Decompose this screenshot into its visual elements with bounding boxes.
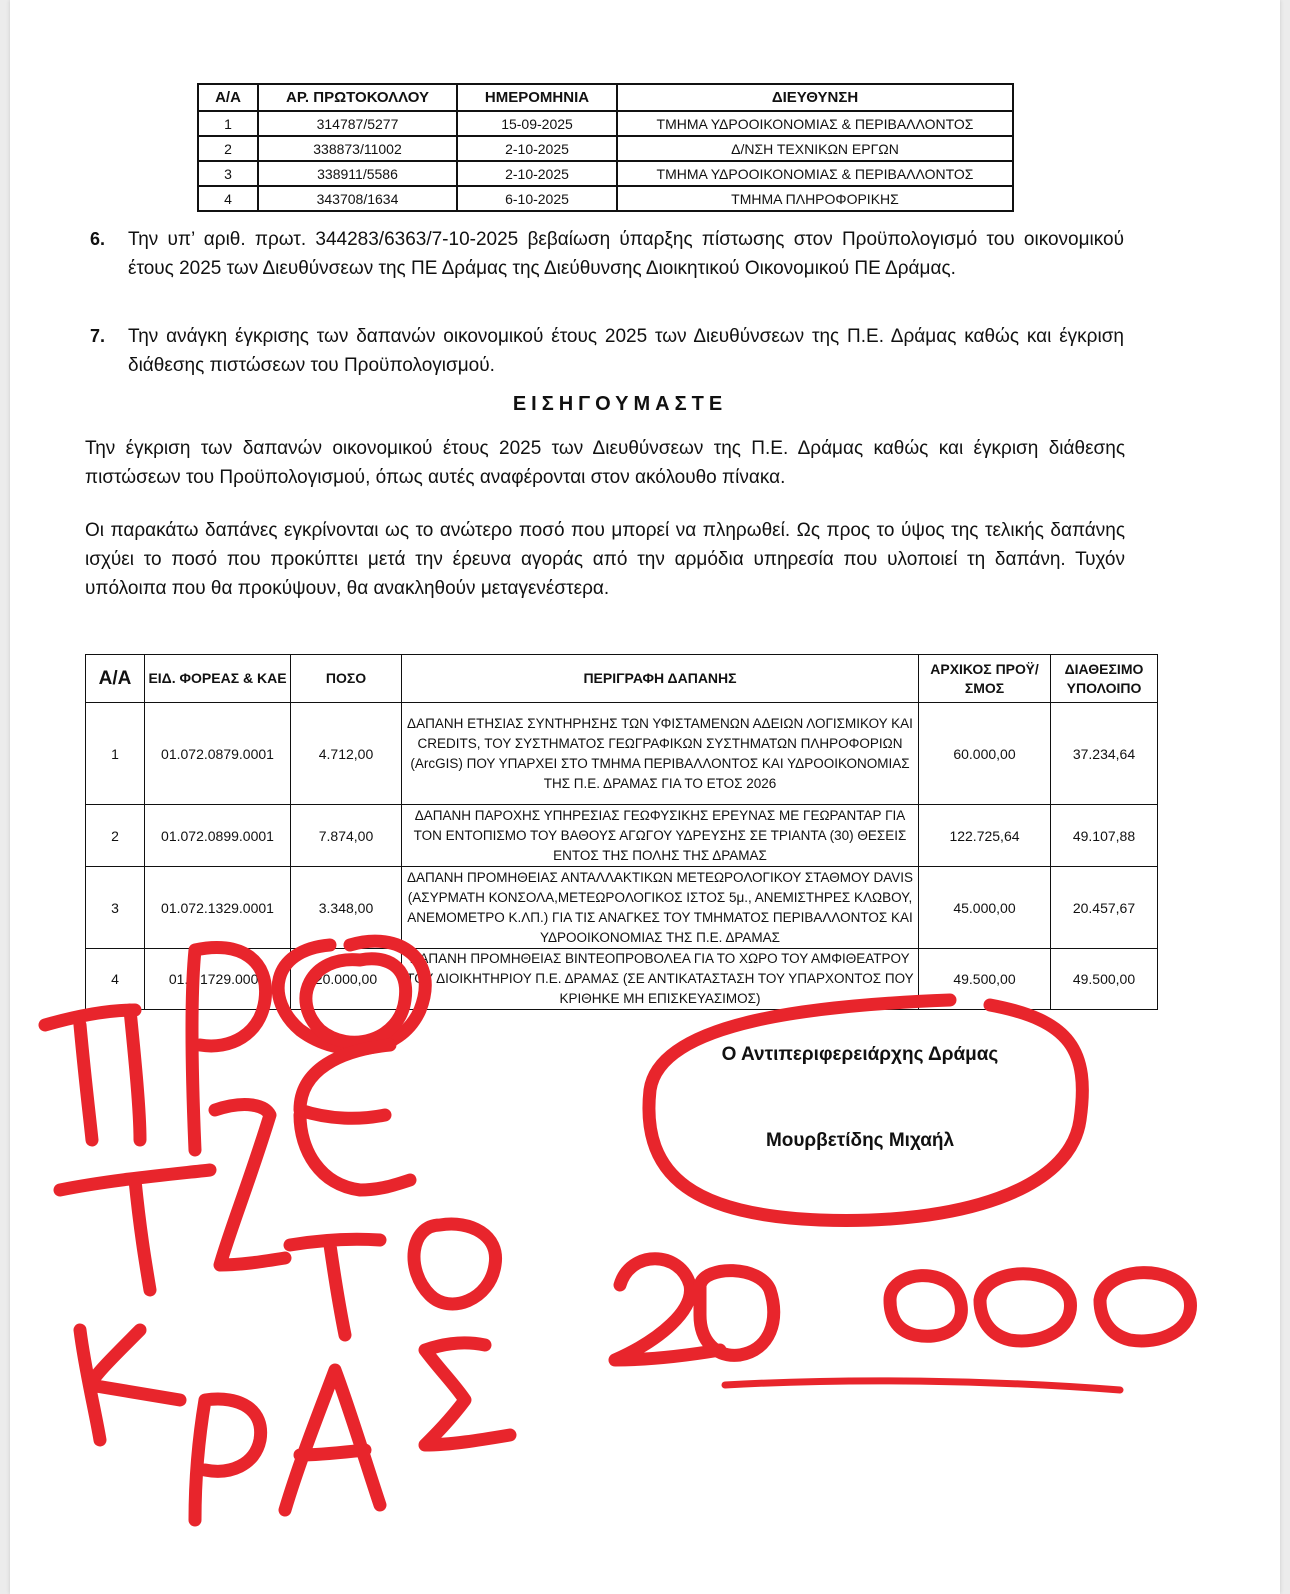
expense-header-description: ΠΕΡΙΓΡΑΦΗ ΔΑΠΑΝΗΣ bbox=[402, 655, 919, 703]
protocol-cell: 1 bbox=[198, 111, 258, 136]
protocol-cell: 343708/1634 bbox=[258, 186, 457, 211]
expense-header-amount: ΠΟΣΟ bbox=[291, 655, 402, 703]
table-row bbox=[86, 805, 1158, 867]
protocol-header-number: ΑΡ. ΠΡΩΤΟΚΟΛΛΟΥ bbox=[258, 84, 457, 111]
expense-cell-kae: 01.072.0899.0001 bbox=[145, 805, 291, 867]
approval-paragraph: Την έγκριση των δαπανών οικονομικού έτους 2025 των Διευθύνσεων της Π.Ε. Δράμας καθώς και έγκριση διάθεσης πιστώσεων του Προϋπολογισμού, όπως αυτές αναφέρονται στον ακόλουθο πίνακα. bbox=[85, 438, 1125, 488]
protocol-cell: 314787/5277 bbox=[258, 111, 457, 136]
protocol-table bbox=[197, 83, 1014, 212]
expense-cell-amount: 4.712,00 bbox=[291, 703, 402, 805]
item-7-number: 7. bbox=[90, 326, 106, 346]
section-heading: ΕΙΣΗΓΟΥΜΑΣΤΕ bbox=[512, 393, 728, 415]
table-row bbox=[86, 867, 1158, 949]
expense-header-aa: Α/Α bbox=[86, 655, 145, 703]
protocol-cell: 2 bbox=[198, 136, 258, 161]
protocol-header-aa: Α/Α bbox=[198, 84, 258, 111]
table-row bbox=[198, 161, 1013, 186]
expense-cell-description: ΔΑΠΑΝΗ ΠΑΡΟΧΗΣ ΥΠΗΡΕΣΙΑΣ ΓΕΩΦΥΣΙΚΗΣ ΕΡΕΥΝΑΣ ΜΕ ΓΕΩΡΑΝΤΑΡ ΓΙΑ ΤΟΝ ΕΝΤΟΠΙΣΜΟ ΤΟΥ ΒΑΘΟΥΣ ΑΓΩΓΟΥ ΥΔΡΕΥΣΗΣ ΣΕ ΤΡΙΑΝΤΑ (30) ΘΕΣΕΙΣ ΕΝΤΟΣ ΤΗΣ ΠΟΛΗΣ ΤΗΣ ΔΡΑΜΑΣ bbox=[402, 805, 919, 867]
protocol-cell: 338873/11002 bbox=[258, 136, 457, 161]
expense-cell-available: 37.234,64 bbox=[1051, 703, 1158, 805]
protocol-cell: ΤΜΗΜΑ ΠΛΗΡΟΦΟΡΙΚΗΣ bbox=[617, 186, 1013, 211]
expense-cell-kae: 01.3.1729.0001 bbox=[145, 949, 291, 1010]
expense-table bbox=[85, 654, 1158, 1010]
protocol-cell: 2-10-2025 bbox=[457, 161, 617, 186]
protocol-cell: ΤΜΗΜΑ ΥΔΡΟΟΙΚΟΝΟΜΙΑΣ & ΠΕΡΙΒΑΛΛΟΝΤΟΣ bbox=[617, 161, 1013, 186]
expense-cell-aa: 4 bbox=[86, 949, 145, 1010]
expense-cell-initial-budget: 60.000,00 bbox=[919, 703, 1051, 805]
expense-cell-description: ΔΑΠΑΝΗ ΠΡΟΜΗΘΕΙΑΣ ΑΝΤΑΛΛΑΚΤΙΚΩΝ ΜΕΤΕΩΡΟΛΟΓΙΚΟΥ ΣΤΑΘΜΟΥ DAVIS (ΑΣΥΡΜΑΤΗ ΚΟΝΣΟΛΑ,ΜΕΤΕΩΡΟΛΟΓΙΚΟΣ ΙΣΤΟΣ 5μ., ΑΝΕΜΙΣΤΗΡΕΣ ΚΛΩΒΟΥ, ΑΝΕΜΟΜΕΤΡΟ Κ.ΛΠ.) ΓΙΑ ΤΙΣ ΑΝΑΓΚΕΣ ΤΟΥ ΤΜΗΜΑΤΟΣ ΠΕΡΙΒΑΛΛΟΝΤΟΣ ΚΑΙ ΥΔΡΟΟΙΚΟΝΟΜΙΑΣ ΤΗΣ Π.Ε. ΔΡΑΜΑΣ bbox=[402, 867, 919, 949]
expense-cell-kae: 01.072.0879.0001 bbox=[145, 703, 291, 805]
expense-cell-aa: 3 bbox=[86, 867, 145, 949]
table-row bbox=[86, 703, 1158, 805]
table-row bbox=[198, 186, 1013, 211]
protocol-header-directorate: ΔΙΕΥΘΥΝΣΗ bbox=[617, 84, 1013, 111]
expense-cell-amount: 3.348,00 bbox=[291, 867, 402, 949]
protocol-table-header bbox=[198, 84, 1013, 111]
expense-cell-aa: 2 bbox=[86, 805, 145, 867]
expense-header-kae: ΕΙΔ. ΦΟΡΕΑΣ & ΚΑΕ bbox=[145, 655, 291, 703]
expense-cell-initial-budget: 122.725,64 bbox=[919, 805, 1051, 867]
protocol-header-date: ΗΜΕΡΟΜΗΝΙΑ bbox=[457, 84, 617, 111]
expense-cell-initial-budget: 45.000,00 bbox=[919, 867, 1051, 949]
table-row bbox=[86, 949, 1158, 1010]
expense-cell-available: 20.457,67 bbox=[1051, 867, 1158, 949]
protocol-cell: 3 bbox=[198, 161, 258, 186]
protocol-cell: 6-10-2025 bbox=[457, 186, 617, 211]
protocol-cell: Δ/ΝΣΗ ΤΕΧΝΙΚΩΝ ΕΡΓΩΝ bbox=[617, 136, 1013, 161]
expense-cell-aa: 1 bbox=[86, 703, 145, 805]
expense-cell-amount: 7.874,00 bbox=[291, 805, 402, 867]
signatory-name: Μουρβετίδης Μιχαήλ bbox=[765, 1130, 955, 1151]
table-row bbox=[198, 111, 1013, 136]
expense-cell-available: 49.107,88 bbox=[1051, 805, 1158, 867]
expense-header-initial-budget: ΑΡΧΙΚΟΣ ΠΡΟΫ/ΣΜΟΣ bbox=[919, 655, 1051, 703]
item-7-text: Την ανάγκη έγκρισης των δαπανών οικονομικού έτους 2025 των Διευθύνσεων της Π.Ε. Δράμας καθώς και έγκριση διάθεσης πιστώσεων του Προϋπολογισμού. bbox=[128, 326, 1124, 376]
protocol-cell: 338911/5586 bbox=[258, 161, 457, 186]
expense-cell-description: ΔΑΠΑΝΗ ΕΤΗΣΙΑΣ ΣΥΝΤΗΡΗΣΗΣ ΤΩΝ ΥΦΙΣΤΑΜΕΝΩΝ ΑΔΕΙΩΝ ΛΟΓΙΣΜΙΚΟΥ ΚΑΙ CREDITS, ΤΟΥ ΣΥΣΤΗΜΑΤΟΣ ΓΕΩΓΡΑΦΙΚΩΝ ΣΥΣΤΗΜΑΤΩΝ ΠΛΗΡΟΦΟΡΙΩΝ (ArcGIS) ΠΟΥ ΥΠΑΡΧΕΙ ΣΤΟ ΤΜΗΜΑ ΠΕΡΙΒΑΛΛΟΝΤΟΣ ΚΑΙ ΥΔΡΟΟΙΚΟΝΟΜΙΑΣ ΤΗΣ Π.Ε. ΔΡΑΜΑΣ ΓΙΑ ΤΟ ΕΤΟΣ 2026 bbox=[402, 703, 919, 805]
expense-table-header bbox=[86, 655, 1158, 703]
expense-cell-initial-budget: 49.500,00 bbox=[919, 949, 1051, 1010]
protocol-cell: 15-09-2025 bbox=[457, 111, 617, 136]
expense-cell-amount: 20.000,00 bbox=[291, 949, 402, 1010]
expense-cell-kae: 01.072.1329.0001 bbox=[145, 867, 291, 949]
protocol-cell: 4 bbox=[198, 186, 258, 211]
signatory-title: Ο Αντιπεριφερειάρχης Δράμας bbox=[721, 1044, 999, 1065]
protocol-cell: 2-10-2025 bbox=[457, 136, 617, 161]
protocol-cell: ΤΜΗΜΑ ΥΔΡΟΟΙΚΟΝΟΜΙΑΣ & ΠΕΡΙΒΑΛΛΟΝΤΟΣ bbox=[617, 111, 1013, 136]
expense-cell-available: 49.500,00 bbox=[1051, 949, 1158, 1010]
conditions-paragraph: Οι παρακάτω δαπάνες εγκρίνονται ως το ανώτερο ποσό που μπορεί να πληρωθεί. Ως προς το ύψος της τελικής δαπάνης ισχύει το ποσό που προκύπτει μετά την έρευνα αγοράς από την αρμόδια υπηρεσία που υλοποιεί τη δαπάνη. Τυχόν υπόλοιπα που θα προκύψουν, θα ανακληθούν μεταγενέστερα. bbox=[85, 520, 1125, 599]
item-6-number: 6. bbox=[90, 229, 106, 249]
table-row bbox=[198, 136, 1013, 161]
expense-header-available: ΔΙΑΘΕΣΙΜΟ ΥΠΟΛΟΙΠΟ bbox=[1051, 655, 1158, 703]
item-6-text: Την υπ’ αριθ. πρωτ. 344283/6363/7-10-2025 βεβαίωση ύπαρξης πίστωσης στον Προϋπολογισμό του οικονομικού έτους 2025 των Διευθύνσεων της ΠΕ Δράμας της Διεύθυνσης Διοικητικού Οικονομικού ΠΕ Δράμας. bbox=[128, 229, 1124, 279]
expense-cell-description: ΔΑΠΑΝΗ ΠΡΟΜΗΘΕΙΑΣ ΒΙΝΤΕΟΠΡΟΒΟΛΕΑ ΓΙΑ ΤΟ ΧΩΡΟ ΤΟΥ ΑΜΦΙΘΕΑΤΡΟΥ ΤΟΥ ΔΙΟΙΚΗΤΗΡΙΟΥ Π.Ε. ΔΡΑΜΑΣ (ΣΕ ΑΝΤΙΚΑΤΑΣΤΑΣΗ ΤΟΥ ΥΠΑΡΧΟΝΤΟΣ ΠΟΥ ΚΡΙΘΗΚΕ ΜΗ ΕΠΙΣΚΕΥΑΣΙΜΟΣ) bbox=[402, 949, 919, 1010]
